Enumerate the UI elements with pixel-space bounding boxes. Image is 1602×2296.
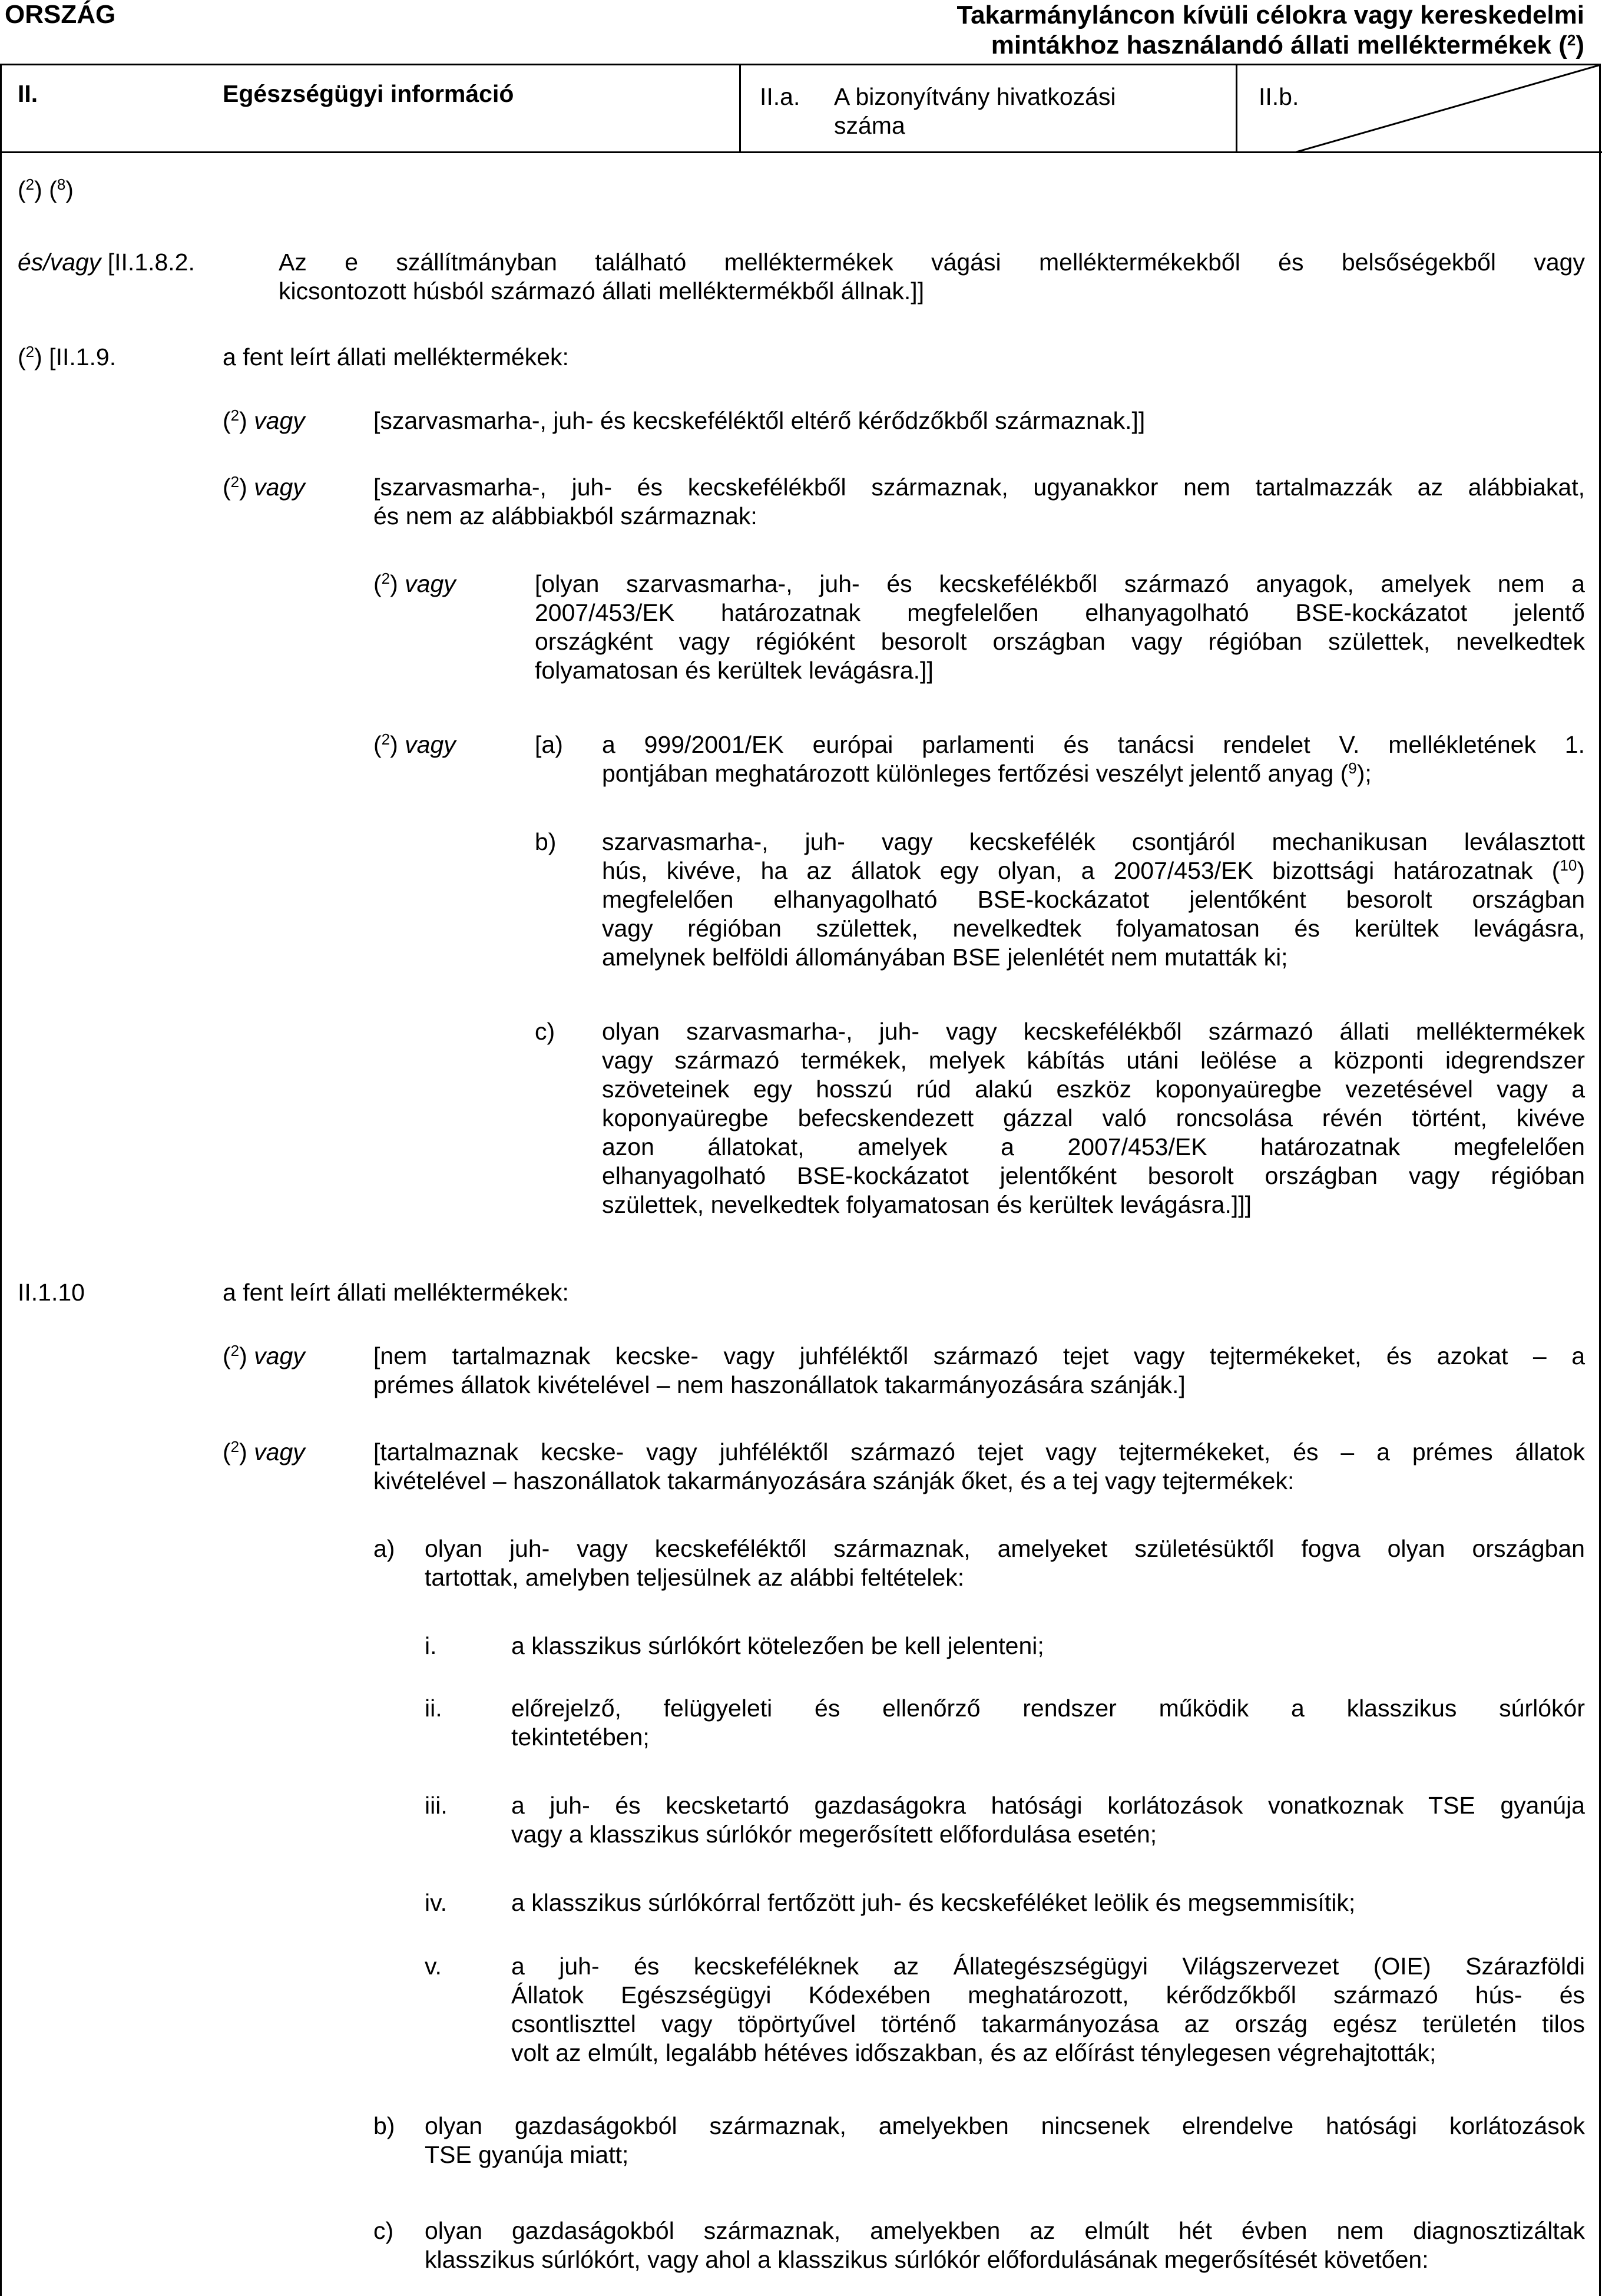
item-1-9-label: ($^2$) [II.1.9. (18, 343, 117, 370)
suboption-2-item-c: olyan szarvasmarha-, juh- vagy kecskefélékből származó állati melléktermékek vagy származó termékek, melyek kábítás utáni leölése a központi idegrendszer szöveteinek egy hosszú rúd alakú eszköz koponyaüregbe vezetésével vagy a koponyaüregbe befecskendezett gázzal való roncsolása révén történt, kivéve azon állatokat, amelyek a 2007/453/EK határozatnak megfelelően elhanyagolható BSE-kockázatot jelentőként besorolt országban vagy régióban születtek, nevelkedtek folyamatosan és kerültek levágásra.]]] (602, 1018, 1585, 1218)
roman-label-iii: iii. (425, 1792, 448, 1819)
roman-item-i: a klasszikus súrlókórt kötelezően be kell jelenteni; (511, 1632, 1044, 1659)
item-1-9-suboption-1: [olyan szarvasmarha-, juh- és kecskefélékből származó anyagok, amelyek nem a 2007/453/EK határozatnak megfelelően elhanyagolható BSE-kockázatot jelentő országként vagy régióként besorolt országban vagy régióban születtek, nevelkedtek folyamatosan és kerültek levágásra.]] (535, 570, 1585, 684)
list-label-a: [a) (535, 731, 563, 758)
ref-a-label: II.a. (760, 83, 800, 110)
item-1-9-option-2: [szarvasmarha-, juh- és kecskefélékből származnak, ugyanakkor nem tartalmazzák az alábbiakat, és nem az alábbiakból származnak: (373, 474, 1585, 530)
option-2-item-a: olyan juh- vagy kecskeféléktől származnak, amelyeket születésüktől fogva olyan országban tartottak, amelyben teljesülnek az alábbi feltételek: (425, 1535, 1585, 1591)
roman-item-ii: előrejelző, felügyeleti és ellenőrző rendszer működik a klasszikus súrlókór tekintetében; (511, 1695, 1585, 1751)
option-marker: ($^2$) vagy (373, 570, 456, 597)
footnote-refs-top: ($^2$) ($^8$) (18, 176, 74, 203)
roman-label-i: i. (425, 1632, 437, 1659)
roman-label-ii: ii. (425, 1695, 442, 1722)
roman-label-iv: iv. (425, 1889, 447, 1916)
list-label-c: c) (535, 1018, 555, 1045)
country-label: ORSZÁG (5, 0, 116, 29)
item-1-10-intro: a fent leírt állati melléktermékek: (223, 1279, 569, 1306)
suboption-2-item-b: szarvasmarha-, juh- vagy kecskefélék csontjáról mechanikusan leválasztott hús, kivéve, ha az állatok egy olyan, a 2007/453/EK bizottsági határozatnak ($^{10}$) megfelelően elhanyagolható BSE-kockázatot jelentőként besorolt országban vagy régióban születtek, nevelkedtek folyamatosan és kerültek levágásra, amelynek belföldi állományában BSE jelenlétét nem mutatták ki; (602, 828, 1585, 971)
roman-label-v: v. (425, 1953, 442, 1980)
ref-b-label: II.b. (1259, 83, 1299, 110)
section-number: II. (18, 80, 38, 107)
suboption-2-item-a: a 999/2001/EK európai parlamenti és tanácsi rendelet V. mellékletének 1. pontjában meghatározott különleges fertőzési veszélyt jelentő anyag ($^9$); (602, 731, 1585, 787)
ref-a-text: A bizonyítvány hivatkozási száma (834, 83, 1116, 139)
option-marker: ($^2$) vagy (373, 730, 456, 758)
item-1-10-option-2: [tartalmaznak kecske- vagy juhféléktől származó tejet vagy tejtermékeket, és – a prémes állatok kivételével – haszonállatok takarmányozására szánják őket, és a tej vagy tejtermékek: (373, 1438, 1585, 1494)
roman-item-iv: a klasszikus súrlókórral fertőzött juh- és kecskeféléket leölik és megsemmisítik; (511, 1889, 1356, 1916)
roman-item-iii: a juh- és kecsketartó gazdaságokra hatósági korlátozások vonatkoznak TSE gyanúja vagy a klasszikus súrlókór megerősített előfordulása esetén; (511, 1792, 1585, 1848)
footnote-ref: 2 (1567, 31, 1576, 49)
title-line-1: Takarmányláncon kívüli célokra vagy kereskedelmi (956, 1, 1584, 29)
item-1-10-label: II.1.10 (18, 1279, 85, 1306)
list-label-c: c) (373, 2217, 394, 2244)
option-marker: ($^2$) vagy (223, 473, 305, 501)
section-title: Egészségügyi információ (223, 80, 514, 107)
item-8-2-label: és/vagy [II.1.8.2. (18, 249, 195, 276)
list-label-b: b) (373, 2112, 395, 2139)
option-2-item-b: olyan gazdaságokból származnak, amelyekben nincsenek elrendelve hatósági korlátozások TSE gyanúja miatt; (425, 2112, 1585, 2168)
option-2-item-c: olyan gazdaságokból származnak, amelyekben az elmúlt hét évben nem diagnosztizáltak klasszikus súrlókórt, vagy ahol a klasszikus súrlókór előfordulásának megerősítését követően: (425, 2217, 1585, 2273)
option-marker: ($^2$) vagy (223, 406, 305, 434)
divider-ref-a (739, 64, 741, 152)
list-label-b: b) (535, 828, 557, 855)
item-1-9-option-1: [szarvasmarha-, juh- és kecskeféléktől eltérő kérődzőkből származnak.]] (373, 407, 1146, 434)
title-line-2: mintákhoz használandó állati melléktermékek ($^2$) (991, 31, 1584, 59)
list-label-a: a) (373, 1535, 395, 1562)
item-8-2-text: Az e szállítmányban található melléktermékek vágási melléktermékekből és belsőségekből vagy kicsontozott húsból származó állati melléktermékből állnak.]] (279, 249, 1585, 305)
item-1-10-option-1: [nem tartalmaznak kecske- vagy juhféléktől származó tejet vagy tejtermékeket, és azokat – a prémes állatok kivételével – nem haszonállatok takarmányozására szánják.] (373, 1342, 1585, 1398)
option-marker: ($^2$) vagy (223, 1438, 305, 1465)
item-1-9-intro: a fent leírt állati melléktermékek: (223, 343, 569, 370)
option-marker: ($^2$) vagy (223, 1342, 305, 1369)
certificate-title (819, 0, 1584, 60)
roman-item-v: a juh- és kecskeféléknek az Állategészségügyi Világszervezet (OIE) Szárazföldi Állatok Egészségügyi Kódexében meghatározott, kérődzőkből származó hús- és csontliszttel vagy töpörtyűvel történő takarmányozása az ország egész területén tilos volt az elmúlt, legalább hétéves időszakban, és az előírást ténylegesen végrehajtották; (511, 1953, 1585, 2066)
